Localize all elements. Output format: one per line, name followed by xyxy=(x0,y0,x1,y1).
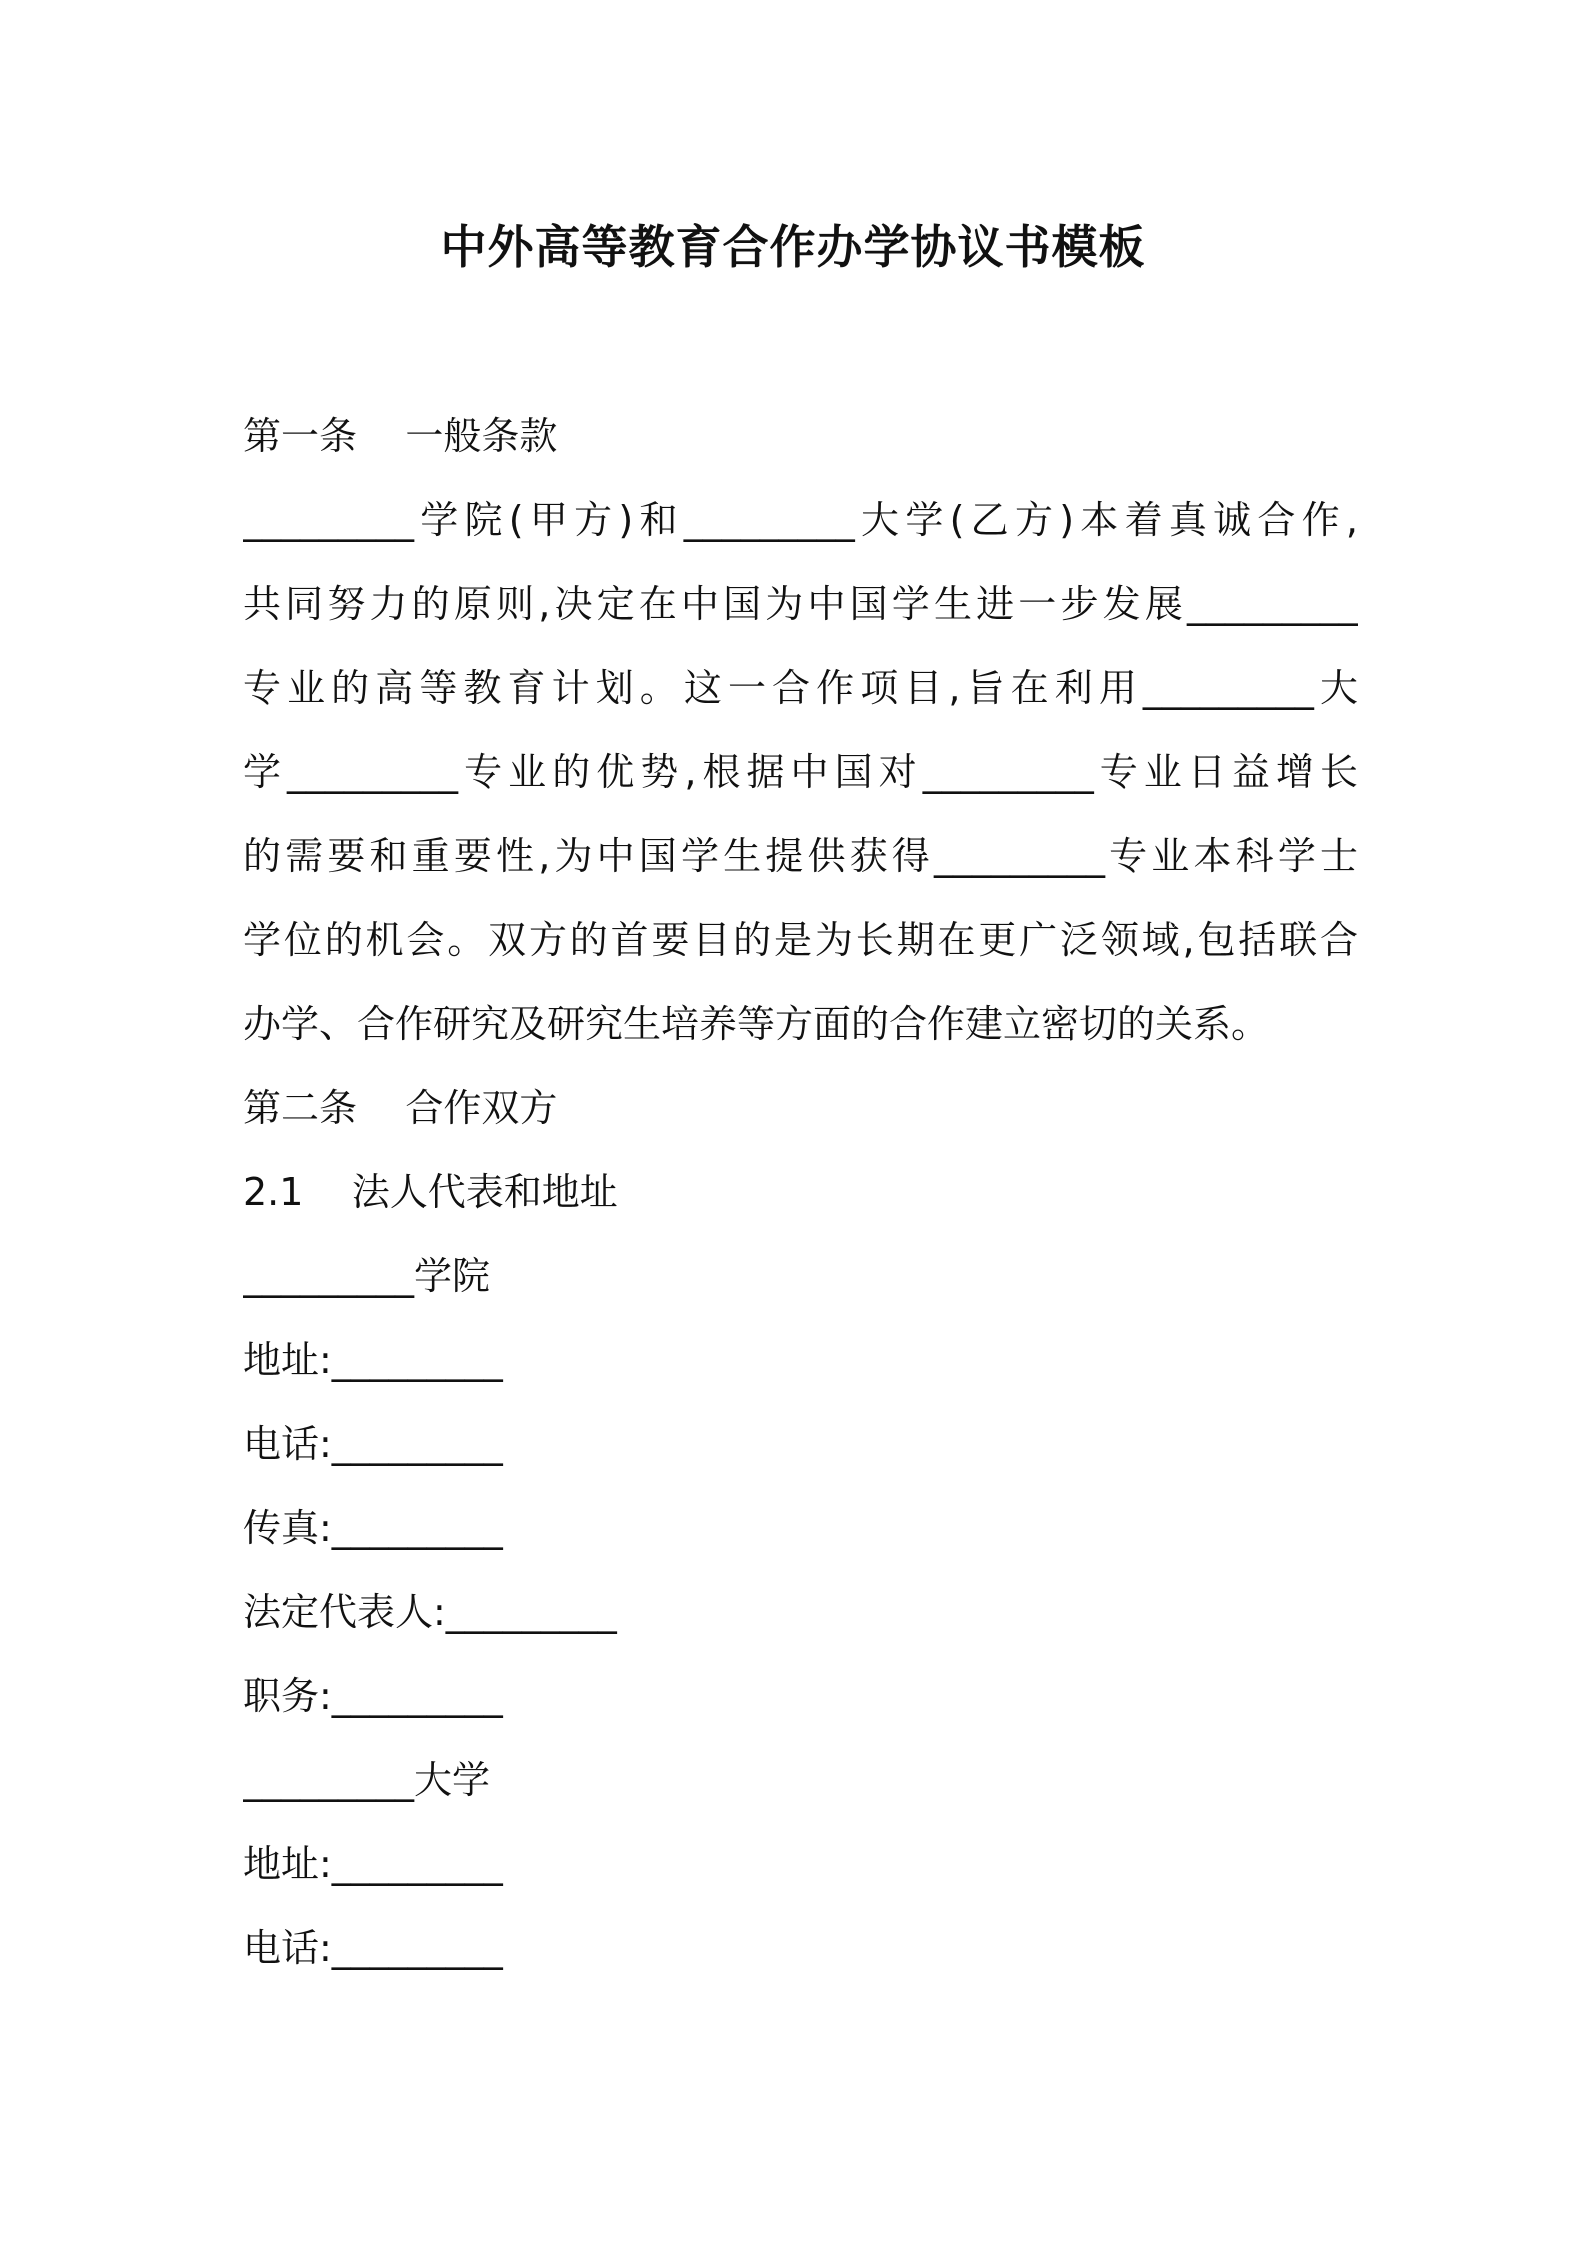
party-a-legal-representative-field: 法定代表人:_________ xyxy=(243,1590,617,1634)
article-1-heading: 第一条 一般条款 xyxy=(243,414,558,458)
party-b-phone-field: 电话:_________ xyxy=(243,1926,503,1970)
party-a-address-field: 地址:_________ xyxy=(243,1338,503,1382)
party-b-address-field: 地址:_________ xyxy=(243,1842,503,1886)
article-1-text-line-5: 的需要和重要性,为中国学生提供获得_________专业本科学士 xyxy=(243,834,1358,878)
article-1-text-line-6: 学位的机会。双方的首要目的是为长期在更广泛领域,包括联合 xyxy=(243,918,1358,962)
document-title: 中外高等教育合作办学协议书模板 xyxy=(440,220,1146,274)
article-1-text-line-7: 办学、合作研究及研究生培养等方面的合作建立密切的关系。 xyxy=(243,1002,1270,1046)
article-1-text-line-2: 共同努力的原则,决定在中国为中国学生进一步发展_________ xyxy=(243,582,1358,626)
party-a-college-name: _________学院 xyxy=(243,1254,491,1298)
article-2-heading: 第二条 合作双方 xyxy=(243,1086,558,1130)
party-a-phone-field: 电话:_________ xyxy=(243,1422,503,1466)
article-1-text-line-1: _________学院(甲方)和_________大学(乙方)本着真诚合作, xyxy=(243,498,1358,542)
party-a-fax-field: 传真:_________ xyxy=(243,1506,503,1550)
document-body xyxy=(243,394,1358,1990)
party-a-position-field: 职务:_________ xyxy=(243,1674,503,1718)
party-b-university-name: _________大学 xyxy=(243,1758,491,1802)
article-1-text-line-3: 专业的高等教育计划。这一合作项目,旨在利用_________大 xyxy=(243,666,1358,710)
section-2-1-heading: 2.1 法人代表和地址 xyxy=(243,1170,618,1214)
article-1-text-line-4: 学_________专业的优势,根据中国对_________专业日益增长 xyxy=(243,750,1358,794)
